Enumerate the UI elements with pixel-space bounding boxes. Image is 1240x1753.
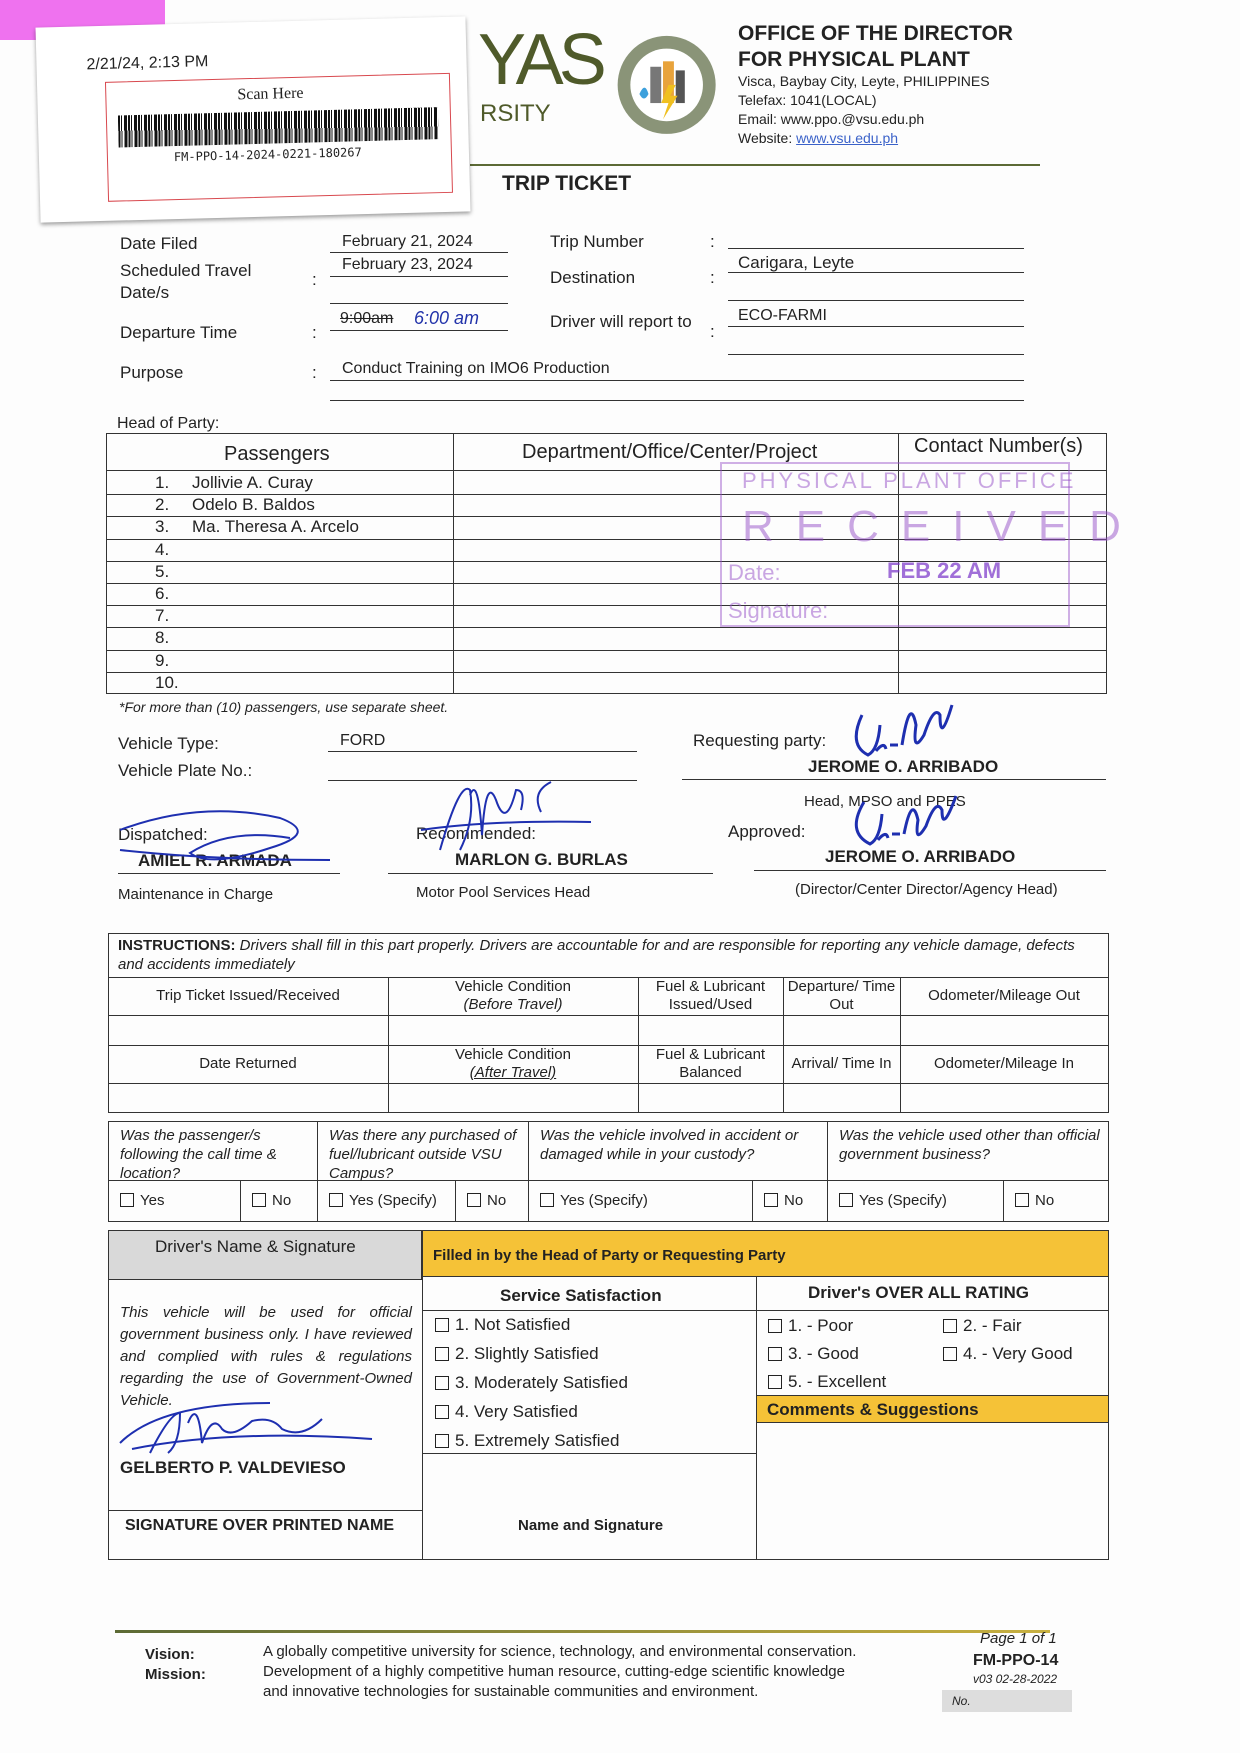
office-website [738, 130, 898, 146]
cell-label: Odometer/Mileage In [933, 1055, 1075, 1072]
number-field[interactable] [942, 1690, 1072, 1712]
row-number: 2. [155, 495, 170, 515]
yes-label: Yes (Specify) [859, 1192, 947, 1209]
purpose-label: Purpose [120, 363, 184, 382]
rating-option[interactable] [768, 1344, 859, 1364]
checkbox-icon [1015, 1193, 1029, 1207]
service-option-label: 5. Extremely Satisfied [455, 1431, 620, 1450]
trip-number-label: Trip Number [550, 232, 644, 251]
row-number: 9. [155, 650, 170, 670]
requesting-title: Head, MPSO and PPES [804, 793, 966, 810]
row-divider [106, 672, 1107, 673]
instruction-input-cell[interactable] [108, 1015, 388, 1045]
no-label: No [272, 1192, 292, 1209]
instructions-body: Drivers shall fill in this part properly. Drivers are accountable for and are responsible for reporting any vehicle damage, defects and accidents immediately [118, 937, 1075, 973]
plate-label: Vehicle Plate No.: [118, 761, 253, 780]
checkbox-icon [943, 1347, 957, 1361]
rating-option-label: 3. - Good [788, 1344, 859, 1363]
stamp-signature-label: Signature: [728, 598, 829, 623]
purpose-value[interactable]: Conduct Training on IMO6 Production [342, 360, 610, 377]
table-row[interactable] [155, 495, 315, 515]
passenger-name: Odelo B. Baldos [192, 495, 315, 515]
header-rule [470, 164, 1040, 166]
checkbox-icon [120, 1193, 134, 1207]
rating-option-label: 5. - Excellent [788, 1372, 887, 1391]
checkbox-icon [768, 1319, 782, 1333]
divider [422, 1453, 756, 1454]
instruction-input-cell[interactable] [638, 1083, 783, 1113]
vision-label: Vision: [145, 1646, 195, 1663]
table-row[interactable] [155, 562, 192, 582]
name-signature-label: Name and Signature [518, 1517, 664, 1534]
checkbox-icon [435, 1405, 449, 1419]
date-filed-value[interactable]: February 21, 2024 [342, 233, 473, 250]
table-row[interactable] [155, 628, 192, 648]
approved-line [754, 870, 1106, 871]
divider [455, 1180, 456, 1222]
cell-label: Odometer/Mileage Out [928, 987, 1080, 1004]
yes-label: Yes (Specify) [560, 1192, 648, 1209]
divider [108, 1510, 422, 1511]
question-text: Was the vehicle used other than official government business? [839, 1127, 1100, 1163]
office-line1: OFFICE OF THE DIRECTOR [738, 22, 1013, 45]
yes-checkbox[interactable] [120, 1192, 164, 1209]
checkbox-icon [435, 1347, 449, 1361]
date-filed-line [330, 252, 508, 253]
checkbox-icon [329, 1193, 343, 1207]
colon: : [710, 268, 715, 287]
question-text: Was the passenger/s following the call time & location? [120, 1127, 277, 1182]
divider [422, 1310, 1108, 1311]
row-number: 5. [155, 561, 170, 581]
form-code: FM-PPO-14 [973, 1652, 1059, 1669]
cell-label: Date Returned [199, 1055, 297, 1072]
passenger-note: *For more than (10) passengers, use separate sheet. [119, 699, 449, 715]
recommended-title: Motor Pool Services Head [416, 884, 591, 901]
service-option[interactable] [435, 1373, 628, 1393]
page-title: TRIP TICKET [502, 172, 632, 195]
dispatched-title: Maintenance in Charge [118, 886, 274, 903]
recommended-line [388, 873, 713, 874]
cell-label: Fuel & Lubricant Balanced [655, 1046, 766, 1081]
colon: : [312, 323, 317, 342]
divider [528, 1121, 529, 1222]
header-passengers: Passengers [224, 443, 330, 465]
service-option-label: 1. Not Satisfied [455, 1315, 571, 1334]
colon: : [312, 270, 317, 289]
requesting-signature [840, 695, 970, 765]
sticker-scan-label: Scan Here [237, 84, 304, 104]
checkbox-icon [764, 1193, 778, 1207]
mission-text-2: and innovative technologies for sustainable communities and environment. [263, 1683, 759, 1700]
yes-checkbox[interactable] [540, 1192, 648, 1209]
checkbox-icon [839, 1193, 853, 1207]
yes-label: Yes [140, 1192, 165, 1209]
instruction-header-cell [787, 977, 896, 1015]
instructions-text [118, 936, 1103, 974]
instruction-header-cell [112, 1045, 384, 1083]
website-label: Website: [738, 130, 797, 146]
header-department: Department/Office/Center/Project [522, 441, 818, 463]
no-checkbox[interactable] [467, 1192, 506, 1209]
cell-sublabel: (Before Travel) [463, 996, 563, 1013]
approved-name: JEROME O. ARRIBADO [825, 847, 1016, 866]
cell-label: Fuel & Lubricant Issued/Used [655, 978, 766, 1013]
stamp-date: FEB 22 AM [887, 558, 1002, 583]
trip-number-line [728, 248, 1024, 249]
cell-label: Trip Ticket Issued/Received [156, 987, 340, 1004]
driver-header-label: Driver's Name & Signature [155, 1237, 356, 1256]
instruction-header-cell [112, 977, 384, 1015]
service-header: Service Satisfaction [500, 1286, 662, 1305]
question-text: Was there any purchased of fuel/lubricant outside VSU Campus? [329, 1127, 517, 1182]
rating-option-label: 4. - Very Good [963, 1344, 1073, 1363]
yes-label: Yes (Specify) [349, 1192, 437, 1209]
received-stamp [720, 462, 1143, 627]
stamp-received: RECEIVED [742, 502, 1143, 551]
table-row[interactable] [155, 517, 359, 537]
comments-label: Comments & Suggestions [767, 1400, 979, 1419]
instruction-input-cell[interactable] [638, 1015, 783, 1045]
requesting-name: JEROME O. ARRIBADO [808, 757, 999, 776]
no-label: No [784, 1192, 804, 1209]
head-of-party-label: Head of Party: [117, 415, 220, 432]
instruction-input-cell[interactable] [900, 1083, 1108, 1113]
sticker-timestamp: 2/21/24, 2:13 PM [86, 53, 209, 74]
instruction-header-cell [392, 977, 634, 1015]
service-option[interactable] [435, 1315, 570, 1335]
stamp-date-label: Date: [728, 560, 781, 585]
approved-title: (Director/Center Director/Agency Head) [795, 881, 1058, 898]
no-label: No [487, 1192, 507, 1209]
table-row[interactable] [155, 673, 192, 693]
rating-header: Driver's OVER ALL RATING [808, 1283, 1029, 1302]
date-filed-label: Date Filed [120, 234, 198, 253]
destination-label: Destination [550, 268, 636, 287]
vehicle-type-value[interactable]: FORD [340, 732, 386, 749]
service-option[interactable] [435, 1344, 599, 1364]
driver-report-value[interactable]: ECO-FARMI [738, 307, 827, 324]
divider [317, 1121, 318, 1222]
scan-sticker [36, 16, 471, 222]
yes-checkbox[interactable] [839, 1192, 947, 1209]
number-label: No. [952, 1694, 971, 1708]
university-logo-text: YAS [478, 20, 602, 100]
approved-label: Approved: [728, 822, 806, 841]
checkbox-icon [768, 1347, 782, 1361]
office-address: Visca, Baybay City, Leyte, PHILIPPINES [738, 73, 990, 89]
divider [240, 1180, 241, 1222]
row-divider [106, 627, 1107, 628]
row-number: 7. [155, 606, 170, 626]
divider [827, 1121, 828, 1222]
no-checkbox[interactable] [764, 1192, 803, 1209]
purpose-line2 [330, 400, 1024, 401]
departure-line [330, 330, 508, 331]
question-text: Was the vehicle involved in accident or damaged while in your custody? [540, 1127, 799, 1163]
destination-line [728, 272, 1024, 273]
col-divider [453, 433, 454, 694]
divider [900, 977, 901, 1113]
row-number: 10. [155, 672, 179, 692]
purpose-line [330, 380, 1024, 381]
university-logo-sub: RSITY [480, 100, 551, 127]
checkbox-icon [252, 1193, 266, 1207]
service-option[interactable] [435, 1402, 578, 1422]
checkbox-icon [768, 1375, 782, 1389]
departure-handwritten[interactable]: 6:00 am [414, 308, 480, 328]
divider [388, 977, 389, 1113]
sched-line [330, 276, 508, 277]
colon: : [710, 322, 715, 341]
vehicle-type-line [328, 751, 637, 752]
instruction-header-cell [642, 1045, 779, 1083]
passenger-name: Ma. Theresa A. Arcelo [192, 517, 359, 537]
table-row[interactable] [155, 540, 192, 560]
colon: : [312, 363, 317, 382]
row-number: 8. [155, 628, 170, 648]
colon: : [710, 232, 715, 251]
departure-label: Departure Time [120, 323, 238, 342]
dispatched-line [118, 873, 340, 874]
divider [752, 1180, 753, 1222]
barcode-number: FM-PPO-14-2024-0221-180267 [173, 145, 362, 165]
office-email: Email: www.ppo.@vsu.edu.ph [738, 111, 925, 127]
instruction-input-cell[interactable] [108, 1083, 388, 1113]
destination-line2 [728, 300, 1024, 301]
rating-option[interactable] [943, 1316, 1022, 1336]
no-label: No [1035, 1192, 1055, 1209]
row-number: 3. [155, 517, 170, 537]
rating-option[interactable] [768, 1316, 853, 1336]
rating-option-label: 2. - Fair [963, 1316, 1022, 1335]
row-number: 6. [155, 584, 170, 603]
divider [422, 1230, 423, 1560]
sched-value[interactable]: February 23, 2024 [342, 256, 473, 273]
instruction-header-cell [904, 1045, 1104, 1083]
service-option-label: 3. Moderately Satisfied [455, 1373, 628, 1392]
service-option-label: 4. Very Satisfied [455, 1402, 578, 1421]
vision-text: A globally competitive university for science, technology, and environmental conservation. [263, 1643, 857, 1660]
driver-name: GELBERTO P. VALDEVIESO [120, 1458, 346, 1477]
mission-text-1: Development of a highly competitive human resource, cutting-edge scientific knowledge [263, 1663, 845, 1680]
driver-statement: This vehicle will be used for official government business only. I have reviewed and complied with rules & regulations regarding the use of Government-Owned Vehicle. [120, 1304, 412, 1409]
rating-option[interactable] [768, 1372, 886, 1392]
checkbox-icon [540, 1193, 554, 1207]
driver-report-label: Driver will report to [550, 312, 692, 331]
signature-over-name-label: SIGNATURE OVER PRINTED NAME [125, 1517, 395, 1534]
checkbox-icon [435, 1434, 449, 1448]
checkbox-icon [435, 1318, 449, 1332]
divider [783, 977, 784, 1113]
table-row[interactable] [155, 473, 313, 493]
divider [1003, 1180, 1004, 1222]
service-option-label: 2. Slightly Satisfied [455, 1344, 599, 1363]
rating-option[interactable] [943, 1344, 1073, 1364]
physical-plant-seal [614, 30, 732, 138]
departure-struck: 9:00am [340, 310, 394, 327]
destination-value[interactable]: Carigara, Leyte [738, 253, 855, 272]
passenger-name: Jollivie A. Curay [192, 473, 313, 492]
instruction-input-cell[interactable] [783, 1083, 900, 1113]
office-line2: FOR PHYSICAL PLANT [738, 48, 970, 71]
rating-option-label: 1. - Poor [788, 1316, 854, 1335]
driver-report-line [728, 326, 1024, 327]
cell-sublabel: (After Travel) [469, 1064, 557, 1081]
row-number: 1. [155, 473, 170, 492]
sched-line2 [330, 303, 508, 304]
row-divider [106, 650, 1107, 651]
recommended-name: MARLON G. BURLAS [455, 850, 628, 869]
instruction-header-cell [787, 1045, 896, 1083]
page-number: Page 1 of 1 [980, 1630, 1057, 1647]
checkbox-icon [467, 1193, 481, 1207]
office-telefax: Telefax: 1041(LOCAL) [738, 92, 877, 108]
instruction-input-cell[interactable] [388, 1015, 638, 1045]
website-link[interactable]: www.vsu.edu.ph [796, 130, 899, 146]
instruction-header-cell [904, 977, 1104, 1015]
footer-rule [115, 1630, 1050, 1633]
no-checkbox[interactable] [252, 1192, 291, 1209]
driver-report-line2 [728, 354, 1024, 355]
cell-label: Departure/ Time Out [787, 978, 896, 1013]
table-row[interactable] [155, 584, 192, 604]
cell-label: Arrival/ Time In [791, 1055, 892, 1072]
table-row[interactable] [155, 651, 192, 671]
mission-label: Mission: [145, 1666, 206, 1683]
yes-checkbox[interactable] [329, 1192, 437, 1209]
instruction-input-cell[interactable] [783, 1015, 900, 1045]
row-number: 4. [155, 539, 170, 559]
cell-label: Vehicle Condition [455, 978, 571, 995]
checkbox-icon [943, 1319, 957, 1333]
instructions-label: INSTRUCTIONS: [118, 937, 236, 954]
plate-line [328, 780, 637, 781]
requesting-label: Requesting party: [693, 731, 827, 750]
service-option[interactable] [435, 1431, 619, 1451]
sched-label: Scheduled Travel Date/s [120, 261, 252, 302]
dispatched-label: Dispatched: [118, 825, 208, 844]
requesting-line [682, 779, 1106, 780]
instruction-header-cell [392, 1045, 634, 1083]
instruction-input-cell[interactable] [900, 1015, 1108, 1045]
instruction-input-cell[interactable] [388, 1083, 638, 1113]
divider [638, 977, 639, 1113]
header-contact: Contact Number(s) [914, 435, 1083, 457]
cell-label: Vehicle Condition [455, 1046, 571, 1063]
recommended-label: Recommended: [416, 824, 537, 843]
checkbox-icon [435, 1376, 449, 1390]
stamp-office: PHYSICAL PLANT OFFICE [742, 468, 1077, 493]
table-row[interactable] [155, 606, 192, 626]
form-version: v03 02-28-2022 [973, 1672, 1058, 1686]
filled-by-label: Filled in by the Head of Party or Requesting Party [433, 1247, 786, 1264]
vehicle-type-label: Vehicle Type: [118, 734, 219, 753]
instruction-header-cell [642, 977, 779, 1015]
no-checkbox[interactable] [1015, 1192, 1054, 1209]
dispatched-name: AMIEL R. ARMADA [138, 851, 292, 870]
